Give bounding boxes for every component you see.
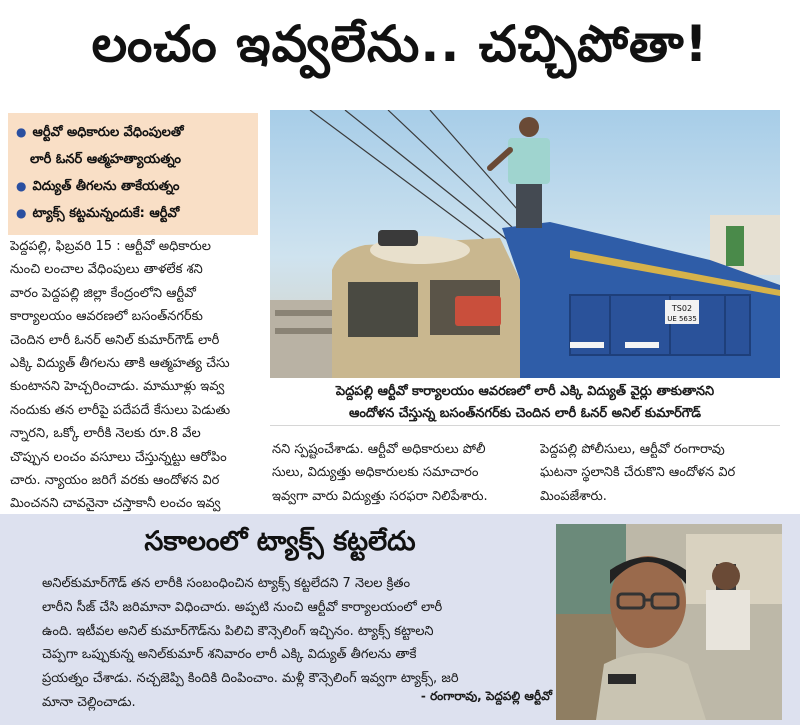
lorry-photo-illustration bbox=[270, 110, 780, 378]
article-column-2 bbox=[272, 438, 530, 508]
article-line: నందుకు తన లారీపై పదేపదే కేసులు పెడుతు bbox=[10, 402, 231, 418]
bullet-icon: ● bbox=[16, 179, 27, 193]
lorry-protest-photo bbox=[270, 110, 780, 378]
sidebar-attribution: - రంగారావు, పెద్దపల్లి ఆర్టీవో bbox=[420, 689, 552, 703]
bullet-icon: ● bbox=[16, 206, 27, 220]
sidebar-line: ఉంది. ఇటీవల అనిల్ కుమార్‌గౌడ్‌ను పిలిచి కౌన్సెలింగ్ ఇచ్చినం. ట్యాక్స్ కట్టాలని bbox=[42, 623, 434, 639]
article-column-1 bbox=[10, 235, 260, 516]
article-line: పెద్దపల్లి, ఫిబ్రవరి 15 : ఆర్టీవో అధికారుల bbox=[10, 239, 212, 254]
highlights-box bbox=[8, 113, 258, 235]
plate-line-1: TS02 bbox=[671, 304, 693, 313]
photo-caption bbox=[270, 378, 780, 426]
sidebar-line: మానా చెల్లించాడు. bbox=[42, 694, 136, 710]
article-line: వారం పెద్దపల్లి జిల్లా కేంద్రంలోని ఆర్టీవో bbox=[10, 285, 196, 301]
article-column-3 bbox=[540, 438, 780, 508]
article-line: ఘటనా స్థలానికి చేరుకొని ఆందోళన విర bbox=[540, 465, 736, 481]
article-line: న్నారని, ఒక్కో లారీకి నెలకు రూ.8 వేల bbox=[10, 426, 201, 442]
sidebar-line: చెప్పగా ఒప్పుకున్న అనిల్‌కుమార్ శనివారం లారీ ఎక్కి విద్యుత్ తీగలను తాకే bbox=[42, 647, 417, 663]
article-line: నని స్పష్టంచేశాడు. ఆర్టీవో అధికారులు పోలీ bbox=[272, 442, 486, 457]
plate-line-2: UE 5635 bbox=[667, 315, 697, 323]
article-line: కార్యాలయం ఆవరణలో బసంత్‌నగర్‌కు bbox=[10, 309, 203, 325]
lorry-windshield bbox=[348, 282, 418, 337]
article-line: ఇవ్వగా వారు విద్యుత్తు సరఫరా నిలిపేశారు. bbox=[272, 488, 488, 504]
sidebar-title: సకాలంలో ట్యాక్స్ కట్టలేదు bbox=[144, 526, 416, 557]
article-line: నుంచి లంచాల వేధింపులు తాళలేక శని bbox=[10, 262, 203, 278]
article-line: చారు. న్యాయం జరిగే వరకు ఆందోళన విర bbox=[10, 473, 220, 489]
article-line: సులు, విద్యుత్తు అధికారులకు సమాచారం bbox=[272, 465, 479, 481]
highlight-item: ● విద్యుత్ తీగలను తాకేయత్నం bbox=[16, 179, 180, 194]
sidebar-line: ప్రయత్నం చేశాడు. నచ్చజెప్పి కిందికి దింపించాం. మళ్లీ కౌన్సెలింగ్ ఇవ్వగా ట్యాక్స్, జరి bbox=[42, 671, 459, 687]
article-line: చొప్పున లంచం వసూలు చేస్తున్నట్టు ఆరోపిం bbox=[10, 449, 227, 465]
sidebar-line: అనిల్‌కుమార్‌గౌడ్ తన లారీకి సంబంధించిన ట్యాక్స్ కట్టలేదని 7 నెలల క్రితం bbox=[42, 576, 411, 591]
bullet-icon: ● bbox=[16, 125, 27, 139]
highlight-item: ● ట్యాక్స్ కట్టమన్నందుకే: ఆర్టీవో bbox=[16, 206, 180, 221]
article-line: మించనని చావనైనా చస్తాకానీ లంచం ఇవ్వ bbox=[10, 496, 221, 512]
highlight-item: ● ఆర్టీవో అధికారుల వేధింపులతో bbox=[16, 125, 184, 140]
caption-line: పెద్దపల్లి ఆర్టీవో కార్యాలయం ఆవరణలో లారీ ఎక్కి విద్యుత్ వైర్లు తాకుతానని bbox=[335, 384, 715, 399]
caption-line: ఆందోళన చేస్తున్న బసంత్‌నగర్‌కు చెందిన లారీ ఓనర్ అనిల్ కుమార్‌గౌడ్ bbox=[348, 406, 702, 421]
highlight-item-continued: లారీ ఓనర్ ఆత్మహత్యాయత్నం bbox=[30, 152, 181, 167]
article-line: చెందిన లారీ ఓనర్ అనిల్ కుమార్‌గౌడ్ లారీ bbox=[10, 332, 220, 348]
article-line: ఎక్కి విద్యుత్ తీగలను తాకి ఆత్మహత్య చేసు bbox=[10, 356, 230, 372]
bystander bbox=[712, 562, 740, 590]
article-line: పెద్దపల్లి పోలీసులు, ఆర్టీవో రంగారావు bbox=[540, 442, 725, 457]
headline: లంచం ఇవ్వలేను.. చచ్చిపోతా! bbox=[91, 14, 709, 73]
officer-photo-illustration bbox=[556, 524, 782, 720]
article-line: కుంటానని హెచ్చరించాడు. మామూళ్లు ఇవ్వ bbox=[10, 379, 225, 395]
article-line: మింపజేశారు. bbox=[540, 488, 607, 504]
officer-photo bbox=[556, 524, 782, 720]
protesting-man bbox=[490, 117, 550, 228]
sidebar-line: లారీని సీజ్ చేసి జరిమానా విధించారు. అప్పటి నుంచి ఆర్టీవో కార్యాలయంలో లారీ bbox=[42, 599, 443, 615]
